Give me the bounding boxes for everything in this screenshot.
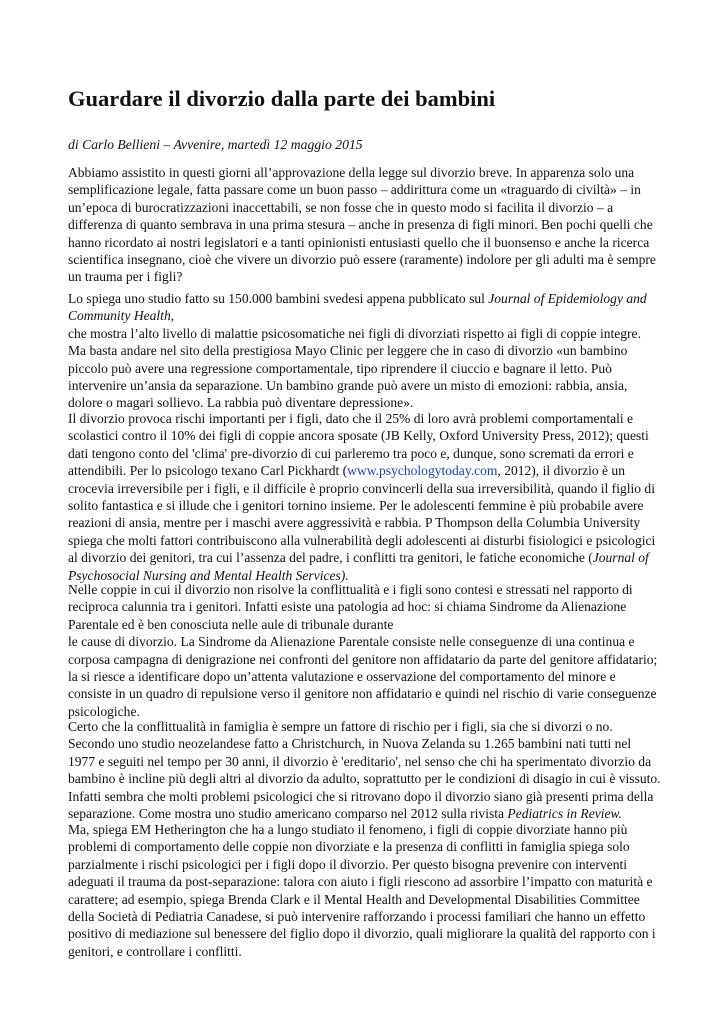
text-line: 1977 e seguiti nel tempo per 30 anni, il divorzio è 'ereditario', nel senso che chi ha sperimentato divorzio da <box>68 753 652 769</box>
text-line <box>68 549 668 566</box>
article-byline: di Carlo Bellieni – Avvenire, martedì 12 maggio 2015 <box>68 137 363 152</box>
text-line: hanno ricordato ai nostri legislatori e a tanti opinionisti entusiasti quello che il buonsenso e anche la ricerca <box>68 234 650 250</box>
text-line <box>68 462 668 479</box>
text-line: un trauma per i figli? <box>68 269 183 285</box>
text-line: parzialmente i rischi psicologici per i figli dopo il divorzio. Per questo bisogna prevenire con interventi <box>68 856 628 872</box>
text-run: attendibili. Per lo psicologo texano Carl Pickhardt ( <box>68 463 348 479</box>
text-line: dolore o magari sollievo. La rabbia può diventare depressione». <box>68 395 414 411</box>
text-line: della Società di Pediatria Canadese, si può intervenire rafforzando i processi familiari che hanno un effetto <box>68 909 646 925</box>
journal-title: Journal of Epidemiology and <box>488 291 647 306</box>
text-line: psicologiche. <box>68 703 140 719</box>
text-line: Secondo uno studio neozelandese fatto a Christchurch, in Nuova Zelanda su 1.265 bambini nati tutti nel <box>68 736 632 752</box>
text-line: intervenire un’ansia da separazione. Un bambino grande può avere un misto di emozioni: rabbia, ansia, <box>68 378 628 394</box>
text-line: positivo di mediazione sul benessere del figlio dopo il divorzio, quali migliorare la qualità del rapporto con i <box>68 926 656 942</box>
text-line: Il divorzio provoca rischi importanti per i figli, dato che il 25% di loro avrà problemi comportamentali e <box>68 411 634 426</box>
text-line: Parentale ed è ben conosciuta nelle aule di tribunale durante <box>68 616 394 632</box>
paragraph-4 <box>68 581 668 720</box>
text-line: bambino è incline più degli altri al divorzio da adulto, soprattutto per le condizioni di disagio in cui è vissuto. <box>68 771 661 787</box>
text-line <box>68 805 668 822</box>
text-line <box>68 290 668 307</box>
paragraph-2 <box>68 290 668 412</box>
text-line: scolastici contro il 10% dei figli di coppie ancora sposate (JB Kelly, Oxford University Press, 2012); questi <box>68 428 649 444</box>
text-line: solito fantastica e si illude che i genitori tornino insieme. Per le adolescenti femmine è più probabile avere <box>68 498 644 514</box>
text-line: Ma basta andare nel sito della prestigiosa Mayo Clinic per leggere che in caso di divorzio «un bambino <box>68 343 628 359</box>
text-line: dati tengono conto del 'clima' pre-divorzio di cui parleremo tra poco e, dunque, sono scremati da errori e <box>68 445 634 461</box>
text-line: Certo che la conflittualità in famiglia è sempre un fattore di rischio per i figli, sia che si divorzi o no. <box>68 719 613 734</box>
text-line: Nelle coppie in cui il divorzio non risolve la conflittualità e i figli sono contesi e stressati nel rapporto di <box>68 582 633 597</box>
paragraph-1 <box>68 164 668 286</box>
journal-title: Pediatrics in Review. <box>507 806 622 822</box>
text-line: reciproca calunnia tra i genitori. Infatti esiste una patologia ad hoc: si chiama Sindrome da Alienazione <box>68 599 627 615</box>
paragraph-6 <box>68 821 668 960</box>
psychologytoday-link[interactable]: www.psychologytoday.com <box>347 463 498 479</box>
article-title: Guardare il divorzio dalla parte dei bambini <box>68 86 496 111</box>
text-line: le cause di divorzio. La Sindrome da Alienazione Parentale consiste nelle conseguenze di una continua e <box>68 634 635 650</box>
text-run: Lo spiega uno studio fatto su 150.000 bambini svedesi appena pubblicato sul <box>68 291 489 306</box>
text-line: corposa campagna di denigrazione nei confronti del genitore non affidatario da parte del genitore affidatario; <box>68 651 658 667</box>
text-line: un’epoca di burocratizzazioni inaccettabili, se non fosse che in questo modo si facilita il divorzio – a <box>68 199 614 215</box>
paragraph-5 <box>68 718 668 822</box>
text-line: semplificazione legale, fatta passare come un buon passo – addirittura come un «traguardo di civiltà» – in <box>68 182 641 198</box>
journal-title: Journal of <box>592 550 649 566</box>
text-line: carattere; ad esempio, spiega Brenda Clark e il Mental Health and Developmental Disabilities Committee <box>68 891 640 907</box>
text-line: scientifica insegnano, cioè che vivere un divorzio può essere (raramente) indolore per gli adulti ma è sempre <box>68 252 656 268</box>
journal-title: Psychosocial Nursing and Mental Health Services). <box>68 567 349 583</box>
text-line: differenza di quanto sembrava in una prima stesura – anche in presenza di figli minori. Ben pochi quelli che <box>68 217 653 233</box>
text-line: problemi di comportamento delle coppie non divorziate e la presenza di conflitti in famiglia spiega solo <box>68 839 630 855</box>
text-line: Abbiamo assistito in questi giorni all’approvazione della legge sul divorzio breve. In apparenza solo una <box>68 165 635 180</box>
journal-title: Community Health, <box>68 308 175 324</box>
text-run: , 2012), il divorzio è un <box>497 463 625 479</box>
text-line: genitori, e controllare i conflitti. <box>68 943 242 959</box>
text-line: la si riesce a identificare dopo un’attenta valutazione e osservazione del comportamento del minore e <box>68 669 616 685</box>
text-line: che mostra l’alto livello di malattie psicosomatiche nei figli di divorziati rispetto ai figli di coppie integre. <box>68 325 641 341</box>
text-run: al divorzio dei genitori, tra cui l’assenza del padre, i conflitti tra genitori, le fatiche economiche ( <box>68 550 593 566</box>
text-run: separazione. Come mostra uno studio americano comparso nel 2012 sulla rivista <box>68 806 508 822</box>
text-line: spiega che molti fattori contribuiscono alla vulnerabilità degli adolescenti ai disturbi fisiologici e psicologici <box>68 532 656 548</box>
text-line: crocevia irreversibile per i figli, e il difficile è proprio convincerli della sua irreversibilità, quando il figlio di <box>68 480 655 496</box>
text-line: reazioni di ansia, mentre per i maschi avere aggressività e rabbia. P Thompson della Columbia University <box>68 515 641 531</box>
text-line: adeguati il trauma da post-separazione: talora con aiuto i figli riescono ad assorbire l’impatto con maturità e <box>68 874 653 890</box>
text-line: Infatti sembra che molti problemi psicologici che si ritrovano dopo il divorzio siano già presenti prima della <box>68 788 654 804</box>
text-line: Ma, spiega EM Hetherington che ha a lungo studiato il fenomeno, i figli di coppie divorziate hanno più <box>68 822 628 837</box>
text-line: consiste in un quadro di repulsione verso il genitore non affidatario e quindi nel rischio di varie conseguenze <box>68 686 657 702</box>
text-line: piccolo può avere una regressione comportamentale, tipo riprendere il ciuccio e bagnare il letto. Può <box>68 360 612 376</box>
paragraph-3 <box>68 410 668 584</box>
